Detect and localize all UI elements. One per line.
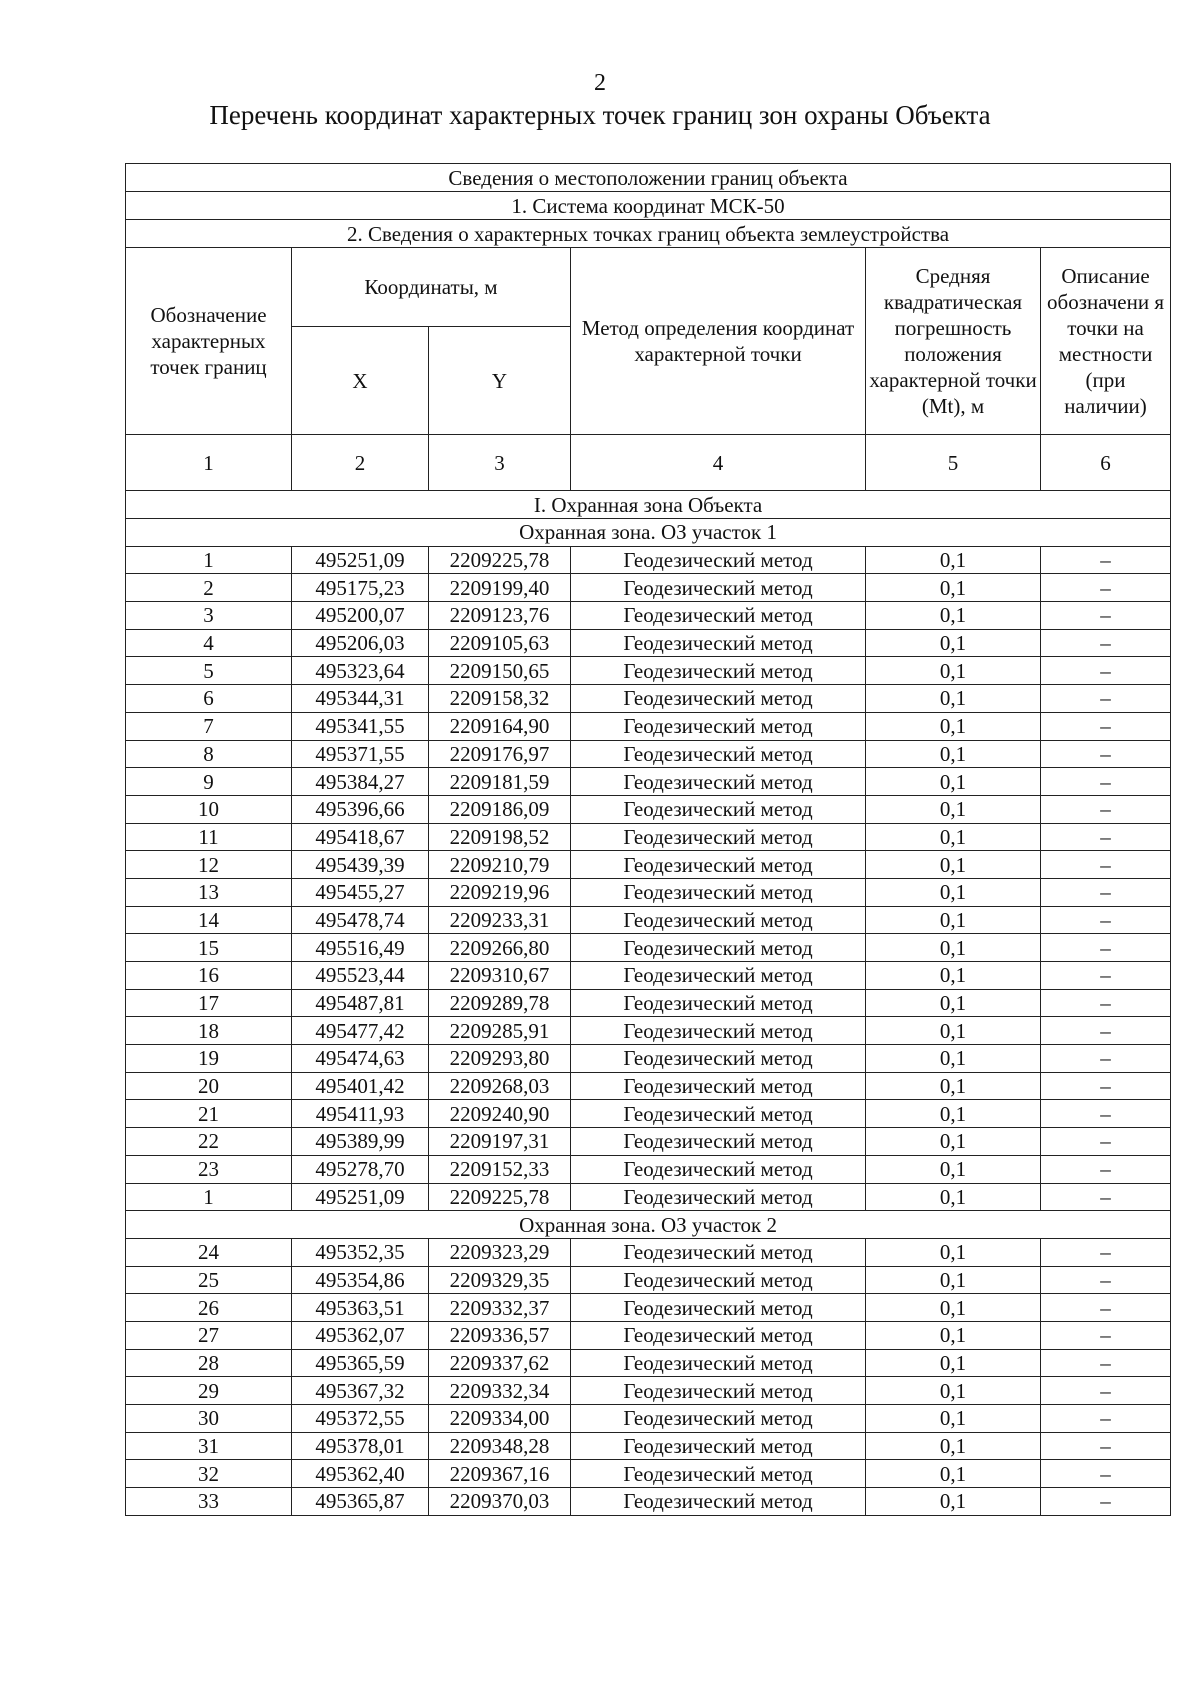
table-row <box>126 1183 1171 1211</box>
table-row <box>126 1155 1171 1183</box>
coord-y: 2209289,78 <box>429 989 571 1017</box>
table-row <box>126 1321 1171 1349</box>
method: Геодезический метод <box>571 574 866 602</box>
coord-x: 495341,55 <box>292 712 429 740</box>
point-id: 14 <box>126 906 292 934</box>
coord-x: 495411,93 <box>292 1100 429 1128</box>
coord-y: 2209268,03 <box>429 1072 571 1100</box>
mean-error: 0,1 <box>866 962 1041 990</box>
method: Геодезический метод <box>571 878 866 906</box>
coord-y: 2209152,33 <box>429 1155 571 1183</box>
description: – <box>1041 1045 1171 1073</box>
mean-error: 0,1 <box>866 1072 1041 1100</box>
coord-y: 2209225,78 <box>429 546 571 574</box>
mean-error: 0,1 <box>866 1377 1041 1405</box>
description: – <box>1041 1100 1171 1128</box>
table-row <box>126 712 1171 740</box>
coord-x: 495487,81 <box>292 989 429 1017</box>
method: Геодезический метод <box>571 657 866 685</box>
column-number: 6 <box>1041 435 1171 491</box>
point-id: 6 <box>126 685 292 713</box>
coord-y: 2209329,35 <box>429 1266 571 1294</box>
mean-error: 0,1 <box>866 823 1041 851</box>
mean-error: 0,1 <box>866 1460 1041 1488</box>
method: Геодезический метод <box>571 629 866 657</box>
description: – <box>1041 1349 1171 1377</box>
mean-error: 0,1 <box>866 574 1041 602</box>
method: Геодезический метод <box>571 712 866 740</box>
coord-y: 2209337,62 <box>429 1349 571 1377</box>
method: Геодезический метод <box>571 906 866 934</box>
method: Геодезический метод <box>571 1017 866 1045</box>
coord-y: 2209367,16 <box>429 1460 571 1488</box>
point-id: 33 <box>126 1488 292 1516</box>
coord-x: 495371,55 <box>292 740 429 768</box>
table-row <box>126 1045 1171 1073</box>
header-point: Обозначение характерных точек границ <box>126 248 292 435</box>
description: – <box>1041 657 1171 685</box>
column-number: 1 <box>126 435 292 491</box>
coord-y: 2209150,65 <box>429 657 571 685</box>
method: Геодезический метод <box>571 768 866 796</box>
mean-error: 0,1 <box>866 712 1041 740</box>
coord-y: 2209323,29 <box>429 1238 571 1266</box>
table-row <box>126 546 1171 574</box>
table-row <box>126 1405 1171 1433</box>
description: – <box>1041 629 1171 657</box>
coord-x: 495200,07 <box>292 602 429 630</box>
point-id: 30 <box>126 1405 292 1433</box>
point-id: 10 <box>126 795 292 823</box>
mean-error: 0,1 <box>866 1238 1041 1266</box>
header-coords: Координаты, м <box>292 248 571 327</box>
coord-y: 2209332,37 <box>429 1294 571 1322</box>
table-row <box>126 1460 1171 1488</box>
header-x: X <box>292 327 429 435</box>
coord-x: 495278,70 <box>292 1155 429 1183</box>
method: Геодезический метод <box>571 934 866 962</box>
table-row <box>126 1017 1171 1045</box>
method: Геодезический метод <box>571 851 866 879</box>
mean-error: 0,1 <box>866 602 1041 630</box>
table-row <box>126 851 1171 879</box>
coord-x: 495251,09 <box>292 1183 429 1211</box>
coord-y: 2209225,78 <box>429 1183 571 1211</box>
coord-x: 495401,42 <box>292 1072 429 1100</box>
coord-x: 495418,67 <box>292 823 429 851</box>
method: Геодезический метод <box>571 685 866 713</box>
mean-error: 0,1 <box>866 1266 1041 1294</box>
description: – <box>1041 1072 1171 1100</box>
method: Геодезический метод <box>571 1072 866 1100</box>
coord-y: 2209293,80 <box>429 1045 571 1073</box>
method: Геодезический метод <box>571 1100 866 1128</box>
table-row <box>126 989 1171 1017</box>
header-description: Описание обозначени я точки на местности (при наличии) <box>1041 248 1171 435</box>
coord-y: 2209334,00 <box>429 1405 571 1433</box>
point-id: 13 <box>126 878 292 906</box>
method: Геодезический метод <box>571 1460 866 1488</box>
point-id: 4 <box>126 629 292 657</box>
description: – <box>1041 1128 1171 1156</box>
coord-y: 2209197,31 <box>429 1128 571 1156</box>
header-y: Y <box>429 327 571 435</box>
coord-y: 2209186,09 <box>429 795 571 823</box>
coord-y: 2209285,91 <box>429 1017 571 1045</box>
table-row <box>126 823 1171 851</box>
coord-x: 495384,27 <box>292 768 429 796</box>
coord-y: 2209123,76 <box>429 602 571 630</box>
section-title: I. Охранная зона Объекта <box>126 491 1171 519</box>
table-row <box>126 934 1171 962</box>
mean-error: 0,1 <box>866 685 1041 713</box>
table-row <box>126 1072 1171 1100</box>
method: Геодезический метод <box>571 989 866 1017</box>
table-row <box>126 1238 1171 1266</box>
method: Геодезический метод <box>571 1155 866 1183</box>
description: – <box>1041 962 1171 990</box>
coord-x: 495516,49 <box>292 934 429 962</box>
mean-error: 0,1 <box>866 740 1041 768</box>
point-id: 32 <box>126 1460 292 1488</box>
method: Геодезический метод <box>571 1045 866 1073</box>
description: – <box>1041 795 1171 823</box>
point-id: 25 <box>126 1266 292 1294</box>
point-id: 1 <box>126 546 292 574</box>
mean-error: 0,1 <box>866 1155 1041 1183</box>
coordinates-table <box>125 163 1171 1516</box>
coord-x: 495362,40 <box>292 1460 429 1488</box>
coord-y: 2209199,40 <box>429 574 571 602</box>
description: – <box>1041 906 1171 934</box>
point-id: 27 <box>126 1321 292 1349</box>
mean-error: 0,1 <box>866 906 1041 934</box>
table-row <box>126 878 1171 906</box>
table-row <box>126 657 1171 685</box>
coord-y: 2209198,52 <box>429 823 571 851</box>
point-id: 12 <box>126 851 292 879</box>
method: Геодезический метод <box>571 1321 866 1349</box>
coord-x: 495363,51 <box>292 1294 429 1322</box>
description: – <box>1041 602 1171 630</box>
table-row <box>126 629 1171 657</box>
table-row <box>126 1266 1171 1294</box>
method: Геодезический метод <box>571 546 866 574</box>
coord-y: 2209348,28 <box>429 1432 571 1460</box>
point-id: 1 <box>126 1183 292 1211</box>
table-row <box>126 795 1171 823</box>
coord-y: 2209210,79 <box>429 851 571 879</box>
mean-error: 0,1 <box>866 768 1041 796</box>
coord-x: 495478,74 <box>292 906 429 934</box>
table-row <box>126 685 1171 713</box>
caption-coordinate-system: 1. Система координат МСК-50 <box>126 192 1171 220</box>
table-row <box>126 1128 1171 1156</box>
coord-x: 495523,44 <box>292 962 429 990</box>
header-method: Метод определения координат характерной точки <box>571 248 866 435</box>
coord-x: 495344,31 <box>292 685 429 713</box>
method: Геодезический метод <box>571 1432 866 1460</box>
description: – <box>1041 1377 1171 1405</box>
point-id: 5 <box>126 657 292 685</box>
point-id: 9 <box>126 768 292 796</box>
coord-x: 495477,42 <box>292 1017 429 1045</box>
coord-y: 2209336,57 <box>429 1321 571 1349</box>
table-row <box>126 1488 1171 1516</box>
method: Геодезический метод <box>571 1128 866 1156</box>
table-row <box>126 768 1171 796</box>
description: – <box>1041 712 1171 740</box>
mean-error: 0,1 <box>866 878 1041 906</box>
description: – <box>1041 1432 1171 1460</box>
description: – <box>1041 1238 1171 1266</box>
description: – <box>1041 685 1171 713</box>
coord-y: 2209219,96 <box>429 878 571 906</box>
description: – <box>1041 934 1171 962</box>
coord-x: 495175,23 <box>292 574 429 602</box>
table-row <box>126 1432 1171 1460</box>
coord-x: 495378,01 <box>292 1432 429 1460</box>
point-id: 23 <box>126 1155 292 1183</box>
coord-y: 2209266,80 <box>429 934 571 962</box>
zone-title: Охранная зона. ОЗ участок 1 <box>126 519 1171 547</box>
method: Геодезический метод <box>571 740 866 768</box>
description: – <box>1041 851 1171 879</box>
description: – <box>1041 1294 1171 1322</box>
description: – <box>1041 989 1171 1017</box>
coord-x: 495206,03 <box>292 629 429 657</box>
caption-location: Сведения о местоположении границ объекта <box>126 164 1171 192</box>
description: – <box>1041 768 1171 796</box>
table-row <box>126 574 1171 602</box>
mean-error: 0,1 <box>866 851 1041 879</box>
coord-x: 495455,27 <box>292 878 429 906</box>
mean-error: 0,1 <box>866 1294 1041 1322</box>
page-number: 2 <box>594 70 606 96</box>
method: Геодезический метод <box>571 602 866 630</box>
coord-y: 2209176,97 <box>429 740 571 768</box>
method: Геодезический метод <box>571 1238 866 1266</box>
coord-x: 495389,99 <box>292 1128 429 1156</box>
method: Геодезический метод <box>571 1183 866 1211</box>
caption-points-info: 2. Сведения о характерных точках границ объекта землеустройства <box>126 220 1171 248</box>
mean-error: 0,1 <box>866 1321 1041 1349</box>
mean-error: 0,1 <box>866 1017 1041 1045</box>
column-number: 3 <box>429 435 571 491</box>
coord-x: 495474,63 <box>292 1045 429 1073</box>
coord-y: 2209164,90 <box>429 712 571 740</box>
table-row <box>126 602 1171 630</box>
description: – <box>1041 878 1171 906</box>
zone-title-row <box>126 519 1171 547</box>
point-id: 21 <box>126 1100 292 1128</box>
coord-x: 495396,66 <box>292 795 429 823</box>
method: Геодезический метод <box>571 1377 866 1405</box>
method: Геодезический метод <box>571 823 866 851</box>
column-number: 5 <box>866 435 1041 491</box>
header-error: Средняя квадратическая погрешность положения характерной точки (Mt), м <box>866 248 1041 435</box>
mean-error: 0,1 <box>866 934 1041 962</box>
point-id: 7 <box>126 712 292 740</box>
coord-y: 2209158,32 <box>429 685 571 713</box>
coord-x: 495362,07 <box>292 1321 429 1349</box>
coord-y: 2209105,63 <box>429 629 571 657</box>
point-id: 20 <box>126 1072 292 1100</box>
table-row <box>126 906 1171 934</box>
coord-y: 2209181,59 <box>429 768 571 796</box>
description: – <box>1041 740 1171 768</box>
point-id: 24 <box>126 1238 292 1266</box>
point-id: 11 <box>126 823 292 851</box>
description: – <box>1041 1266 1171 1294</box>
point-id: 15 <box>126 934 292 962</box>
mean-error: 0,1 <box>866 629 1041 657</box>
point-id: 16 <box>126 962 292 990</box>
method: Геодезический метод <box>571 1405 866 1433</box>
method: Геодезический метод <box>571 1488 866 1516</box>
point-id: 31 <box>126 1432 292 1460</box>
description: – <box>1041 574 1171 602</box>
method: Геодезический метод <box>571 1349 866 1377</box>
mean-error: 0,1 <box>866 1128 1041 1156</box>
point-id: 29 <box>126 1377 292 1405</box>
coord-y: 2209240,90 <box>429 1100 571 1128</box>
table-row <box>126 1294 1171 1322</box>
mean-error: 0,1 <box>866 1349 1041 1377</box>
table-row <box>126 1100 1171 1128</box>
description: – <box>1041 1183 1171 1211</box>
point-id: 22 <box>126 1128 292 1156</box>
description: – <box>1041 1405 1171 1433</box>
table-row <box>126 740 1171 768</box>
coord-y: 2209233,31 <box>429 906 571 934</box>
coord-x: 495372,55 <box>292 1405 429 1433</box>
coord-x: 495367,32 <box>292 1377 429 1405</box>
mean-error: 0,1 <box>866 989 1041 1017</box>
coord-x: 495365,59 <box>292 1349 429 1377</box>
point-id: 8 <box>126 740 292 768</box>
column-number: 2 <box>292 435 429 491</box>
point-id: 3 <box>126 602 292 630</box>
description: – <box>1041 1321 1171 1349</box>
method: Геодезический метод <box>571 1266 866 1294</box>
method: Геодезический метод <box>571 1294 866 1322</box>
coord-x: 495323,64 <box>292 657 429 685</box>
mean-error: 0,1 <box>866 546 1041 574</box>
description: – <box>1041 823 1171 851</box>
zone-title: Охранная зона. ОЗ участок 2 <box>126 1211 1171 1239</box>
method: Геодезический метод <box>571 795 866 823</box>
coord-x: 495352,35 <box>292 1238 429 1266</box>
coord-x: 495365,87 <box>292 1488 429 1516</box>
mean-error: 0,1 <box>866 1183 1041 1211</box>
description: – <box>1041 1155 1171 1183</box>
coord-x: 495251,09 <box>292 546 429 574</box>
coord-y: 2209332,34 <box>429 1377 571 1405</box>
zone-title-row <box>126 1211 1171 1239</box>
table-row <box>126 1349 1171 1377</box>
coord-x: 495439,39 <box>292 851 429 879</box>
document-title: Перечень координат характерных точек границ зон охраны Объекта <box>209 100 991 130</box>
point-id: 2 <box>126 574 292 602</box>
column-number: 4 <box>571 435 866 491</box>
mean-error: 0,1 <box>866 1488 1041 1516</box>
table-row <box>126 1377 1171 1405</box>
description: – <box>1041 1488 1171 1516</box>
mean-error: 0,1 <box>866 1045 1041 1073</box>
point-id: 19 <box>126 1045 292 1073</box>
description: – <box>1041 1017 1171 1045</box>
point-id: 18 <box>126 1017 292 1045</box>
coord-y: 2209310,67 <box>429 962 571 990</box>
point-id: 28 <box>126 1349 292 1377</box>
mean-error: 0,1 <box>866 1100 1041 1128</box>
mean-error: 0,1 <box>866 1405 1041 1433</box>
mean-error: 0,1 <box>866 1432 1041 1460</box>
table-row <box>126 962 1171 990</box>
coord-y: 2209370,03 <box>429 1488 571 1516</box>
description: – <box>1041 1460 1171 1488</box>
coord-x: 495354,86 <box>292 1266 429 1294</box>
point-id: 17 <box>126 989 292 1017</box>
mean-error: 0,1 <box>866 795 1041 823</box>
point-id: 26 <box>126 1294 292 1322</box>
description: – <box>1041 546 1171 574</box>
method: Геодезический метод <box>571 962 866 990</box>
mean-error: 0,1 <box>866 657 1041 685</box>
